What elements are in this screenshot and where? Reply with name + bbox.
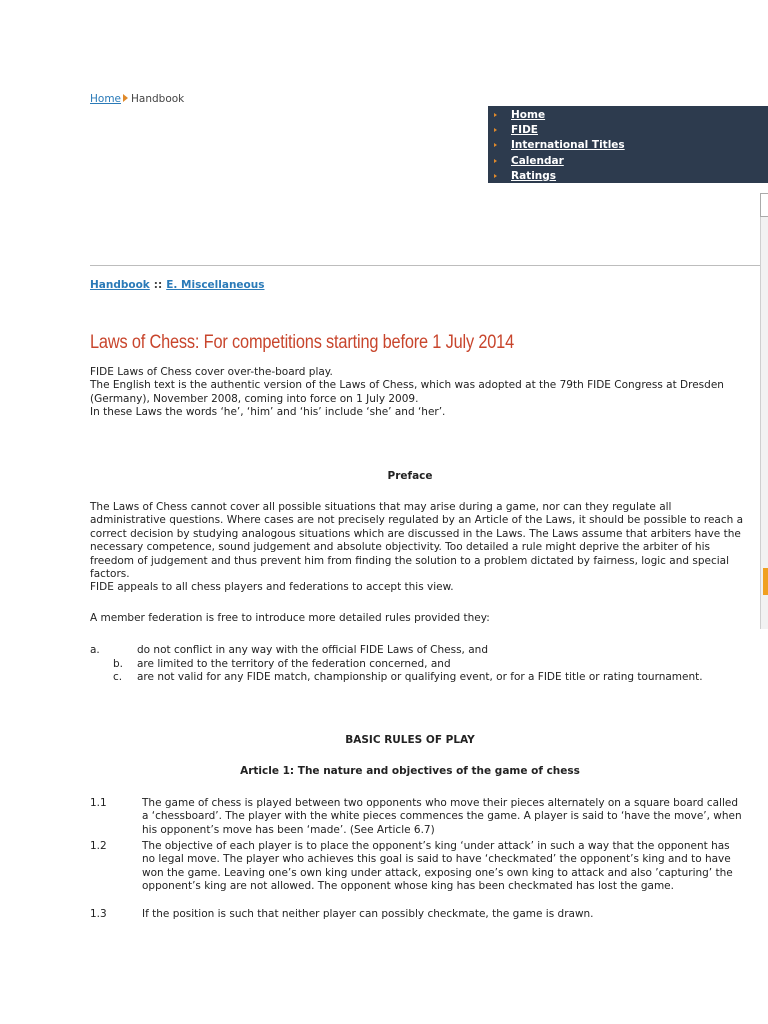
bullet-icon (494, 143, 497, 147)
intro-line-1: FIDE Laws of Chess cover over-the-board play. (90, 366, 333, 378)
article-text: If the position is such that neither player can possibly checkmate, the game is drawn. (142, 908, 594, 920)
bullet-icon (494, 128, 497, 132)
member-federation-intro: A member federation is free to introduce more detailed rules provided they: (90, 612, 490, 624)
preface-body (90, 501, 750, 595)
breadcrumb-current: Handbook (131, 93, 185, 105)
condition-label: c. (113, 671, 123, 683)
nav-link-calendar[interactable]: Calendar (511, 154, 564, 167)
nav-link-ratings[interactable]: Ratings (511, 169, 557, 182)
breadcrumb (90, 93, 184, 106)
section-link-handbook[interactable]: Handbook (90, 279, 150, 291)
section-link-miscellaneous[interactable]: E. Miscellaneous (166, 279, 265, 291)
intro-text (90, 366, 750, 420)
preface-appeal: FIDE appeals to all chess players and federations to accept this view. (90, 581, 454, 594)
intro-line-3: In these Laws the words ‘he’, ‘him’ and ‘his’ include ‘she’ and ‘her’. (90, 406, 446, 419)
article-1-heading: Article 1: The nature and objectives of the game of chess (240, 765, 580, 777)
nav-item-calendar[interactable] (488, 154, 768, 169)
nav-item-fide[interactable] (488, 123, 768, 138)
nav-item-international-titles[interactable] (488, 138, 768, 153)
right-sidebar-edge (760, 193, 768, 629)
condition-text: are limited to the territory of the federation concerned, and (137, 658, 451, 670)
nav-link-home[interactable]: Home (511, 109, 546, 121)
top-nav-menu (488, 106, 768, 183)
nav-link-fide[interactable]: FIDE (511, 124, 538, 137)
breadcrumb-arrow-icon (123, 94, 128, 102)
bullet-icon (494, 113, 497, 117)
nav-item-ratings[interactable] (488, 169, 768, 184)
article-number: 1.2 (90, 840, 107, 852)
nav-item-home[interactable] (488, 108, 768, 123)
condition-label: b. (113, 658, 124, 670)
article-text: The game of chess is played between two opponents who move their pieces alternately on a square board called a ‘chessboard’. The player with the white pieces commences the game. A player is said to ‘have the move’, when his opponent’s move has been ‘made’. (See Article 6.7) (142, 797, 742, 836)
right-sidebar-box (760, 193, 768, 217)
section-breadcrumb (90, 279, 264, 292)
breadcrumb-home-link[interactable]: Home (90, 93, 122, 105)
nav-link-international-titles[interactable]: International Titles (511, 139, 625, 152)
intro-line-2: The English text is the authentic version of the Laws of Chess, which was adopted at the 79th FIDE Congress at Dresden (Germany), November 2008, coming into force on 1 July 2009. (90, 379, 724, 405)
condition-text: are not valid for any FIDE match, championship or qualifying event, or for a FIDE title or rating tournament. (137, 671, 703, 683)
preface-heading: Preface (387, 470, 433, 482)
article-number: 1.3 (90, 908, 107, 920)
basic-rules-heading: BASIC RULES OF PLAY (345, 734, 475, 746)
article-number: 1.1 (90, 797, 107, 809)
bullet-icon (494, 159, 497, 163)
right-sidebar-accent (763, 568, 768, 595)
condition-text: do not conflict in any way with the official FIDE Laws of Chess, and (137, 644, 488, 656)
section-separator: :: (153, 279, 163, 291)
page-title: Laws of Chess: For competitions starting before 1 July 2014 (90, 332, 514, 353)
preface-paragraph: The Laws of Chess cannot cover all possible situations that may arise during a game, nor can they regulate all administrative questions. Where cases are not precisely regulated by an Article of the Laws, it should be possible to reach a correct decision by studying analogous situations which are discussed in the Laws. The Laws assume that arbiters have the necessary competence, sound judgement and absolute objectivity. Too detailed a rule might deprive the arbiter of his freedom of judgement and thus prevent him from finding the solution to a problem dictated by fairness, logic and special factors. (90, 501, 744, 581)
condition-label: a. (90, 644, 100, 656)
article-text: The objective of each player is to place the opponent’s king ‘under attack’ in such a way that the opponent has no legal move. The player who achieves this goal is said to have ‘checkmated’ the opponent’s king and to have won the game. Leaving one’s own king under attack, exposing one’s own king to attack and also ’capturing’ the opponent’s king are not allowed. The opponent whose king has been checkmated has lost the game. (142, 840, 733, 893)
bullet-icon (494, 174, 497, 178)
horizontal-divider (90, 265, 760, 266)
